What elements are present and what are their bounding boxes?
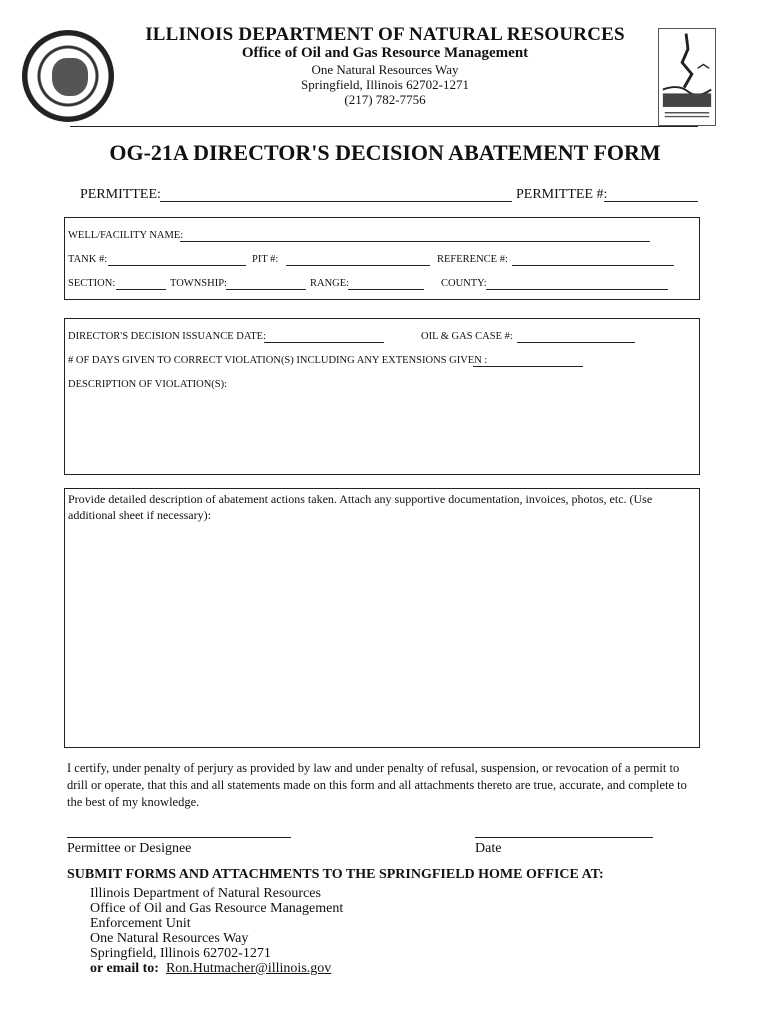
submit-address-line2: Office of Oil and Gas Resource Management bbox=[90, 901, 344, 916]
submit-address-line1: Illinois Department of Natural Resources bbox=[90, 886, 321, 901]
email-label: or email to: bbox=[90, 961, 159, 976]
permittee-number-field[interactable] bbox=[604, 201, 698, 202]
case-number-field[interactable] bbox=[517, 342, 635, 343]
range-field[interactable] bbox=[348, 289, 424, 290]
reference-label: REFERENCE #: bbox=[437, 254, 508, 265]
abatement-instructions: Provide detailed description of abatement actions taken. Attach any supportive documentation, invoices, photos, etc. (Use additional sheet if necessary): bbox=[68, 492, 653, 522]
well-facility-field[interactable] bbox=[180, 241, 650, 242]
permittee-field[interactable] bbox=[160, 201, 512, 202]
violation-description-label: DESCRIPTION OF VIOLATION(S): bbox=[68, 379, 228, 390]
abatement-description-area[interactable] bbox=[68, 526, 696, 744]
pit-field[interactable] bbox=[286, 265, 430, 266]
certification-statement: I certify, under penalty of perjury as provided by law and under penalty of refusal, suspension, or revocation of a permit to drill or operate, that this and all statements made on this form and all attachments thereto are true, accurate, and complete to the best of my knowledge. bbox=[67, 761, 687, 809]
section-field[interactable] bbox=[116, 289, 166, 290]
permittee-signature-field[interactable] bbox=[67, 837, 291, 838]
reference-field[interactable] bbox=[512, 265, 674, 266]
submit-address-line3: Enforcement Unit bbox=[90, 916, 191, 931]
permittee-label: PERMITTEE: bbox=[80, 187, 161, 202]
date-label: Date bbox=[475, 841, 502, 856]
township-label: TOWNSHIP: bbox=[170, 278, 227, 289]
submit-address-line5: Springfield, Illinois 62702-1271 bbox=[90, 946, 271, 961]
street-line: One Natural Resources Way bbox=[311, 62, 459, 77]
form-title: OG-21A DIRECTOR'S DECISION ABATEMENT FORM bbox=[109, 140, 661, 165]
pit-label: PIT #: bbox=[252, 254, 279, 265]
email-link[interactable]: Ron.Hutmacher@illinois.gov bbox=[165, 961, 332, 976]
tank-label: TANK #: bbox=[68, 254, 108, 265]
office-name: Office of Oil and Gas Resource Management bbox=[241, 45, 529, 61]
date-field[interactable] bbox=[475, 837, 653, 838]
issuance-date-label: DIRECTOR'S DECISION ISSUANCE DATE: bbox=[68, 331, 267, 342]
township-field[interactable] bbox=[226, 289, 306, 290]
city-line: Springfield, Illinois 62702-1271 bbox=[301, 77, 469, 92]
phone-line: (217) 782-7756 bbox=[344, 92, 426, 107]
email-row bbox=[90, 961, 343, 976]
case-number-label: OIL & GAS CASE #: bbox=[421, 331, 513, 342]
well-facility-label: WELL/FACILITY NAME: bbox=[68, 230, 184, 241]
permittee-signature-label: Permittee or Designee bbox=[67, 841, 192, 856]
issuance-date-field[interactable] bbox=[264, 342, 384, 343]
violation-description-area[interactable] bbox=[68, 395, 696, 471]
submit-heading: SUBMIT FORMS AND ATTACHMENTS TO THE SPRINGFIELD HOME OFFICE AT: bbox=[67, 867, 604, 882]
header-divider bbox=[70, 126, 698, 127]
county-label: COUNTY: bbox=[441, 278, 487, 289]
agency-address bbox=[0, 62, 770, 107]
days-given-label: # OF DAYS GIVEN TO CORRECT VIOLATION(S) INCLUDING ANY EXTENSIONS GIVEN : bbox=[68, 355, 488, 366]
agency-name: ILLINOIS DEPARTMENT OF NATURAL RESOURCES bbox=[145, 24, 625, 45]
section-label: SECTION: bbox=[68, 278, 116, 289]
submit-address bbox=[90, 886, 343, 976]
submit-address-line4: One Natural Resources Way bbox=[90, 931, 249, 946]
permittee-number-label: PERMITTEE #: bbox=[516, 187, 608, 202]
days-given-field[interactable] bbox=[473, 366, 583, 367]
county-field[interactable] bbox=[486, 289, 668, 290]
tank-field[interactable] bbox=[108, 265, 246, 266]
range-label: RANGE: bbox=[310, 278, 350, 289]
